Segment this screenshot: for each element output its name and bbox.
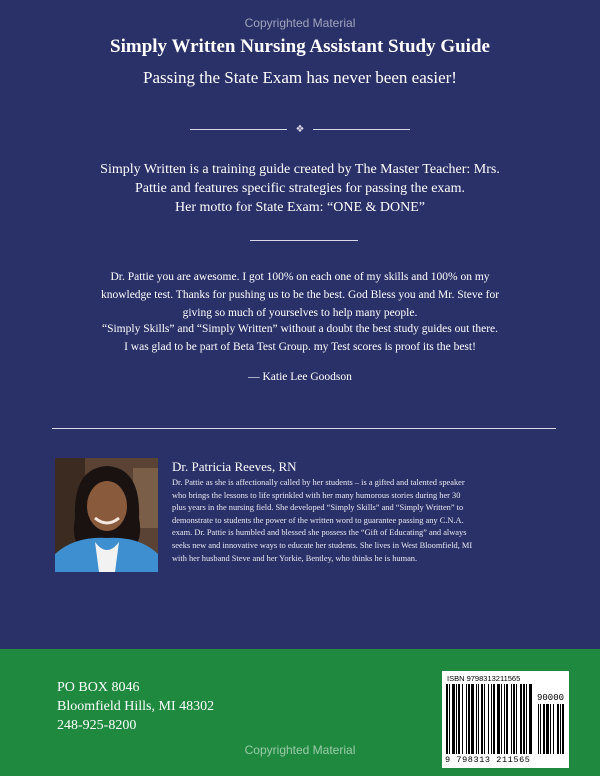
author-portrait-icon — [55, 458, 158, 572]
bio-line: with her husband Steve and her Yorkie, Bentley, who thinks he is human. — [172, 553, 418, 563]
fleuron-icon: ❖ — [295, 124, 305, 135]
testimonial-line: “Simply Skills” and “Simply Written” without a doubt the best study guides out there. — [101, 323, 499, 335]
author-bio — [172, 477, 556, 565]
testimonial-line: knowledge test. Thanks for pushing us to be the best. God Bless you and Mr. Steve for — [100, 289, 500, 301]
watermark-top: Copyrighted Material — [244, 16, 356, 30]
address-city: Bloomfield Hills, MI 48302 — [57, 699, 215, 714]
short-divider — [250, 240, 358, 241]
section-divider — [52, 428, 556, 429]
bio-line: exam. Dr. Pattie is humbled and blessed she possess the “Gift of Educating” and always — [172, 528, 467, 538]
author-name: Dr. Patricia Reeves, RN — [172, 459, 297, 474]
address-phone: 248-925-8200 — [57, 718, 137, 733]
testimonial-line: Dr. Pattie you are awesome. I got 100% on each one of my skills and 100% on my — [110, 271, 490, 283]
book-title: Simply Written Nursing Assistant Study Guide — [110, 36, 490, 57]
isbn-label: ISBN 9798313211565 — [447, 674, 521, 683]
bio-line: demonstrate to students the power of the written word to guarantee passing any C.N.A. — [172, 515, 464, 525]
barcode-digits: 9 798313 211565 — [445, 755, 531, 765]
testimonial-paragraph-2 — [60, 320, 540, 356]
book-subtitle: Passing the State Exam has never been easier! — [143, 68, 457, 87]
address-po-box: PO BOX 8046 — [57, 680, 140, 695]
bio-line: who brings the lessons to life sprinkled with her many humorous stories during her 30 — [172, 490, 461, 500]
intro-line: Simply Written is a training guide created by The Master Teacher: Mrs. — [100, 162, 500, 177]
bio-line: Dr. Pattie as she is affectionally called by her students – is a gifted and talented speaker — [172, 478, 465, 487]
ornament-divider — [190, 124, 410, 136]
author-photo — [55, 458, 158, 572]
intro-line: Pattie and features specific strategies for passing the exam. — [134, 181, 466, 196]
testimonial-line: giving so much of yourselves to help many people. — [182, 307, 418, 319]
ornament-line-right — [313, 129, 410, 130]
bio-line: seeks new and innovative ways to educate her students. She lives in West Bloomfield, MI — [172, 540, 473, 550]
testimonial-line: I was glad to be part of Beta Test Group. my Test scores is proof its the best! — [124, 341, 476, 353]
watermark-bottom: Copyrighted Material — [244, 743, 356, 757]
intro-line: Her motto for State Exam: “ONE & DONE” — [175, 200, 425, 215]
testimonial-attribution: — Katie Lee Goodson — [248, 371, 352, 383]
bio-line: plus years in the nursing field. She developed “Simply Skills” and “Simply Written” to — [172, 503, 464, 513]
testimonial-paragraph-1 — [60, 268, 540, 322]
price-code: 90000 — [537, 693, 565, 703]
intro-paragraph — [60, 160, 540, 217]
ornament-line-left — [190, 129, 287, 130]
